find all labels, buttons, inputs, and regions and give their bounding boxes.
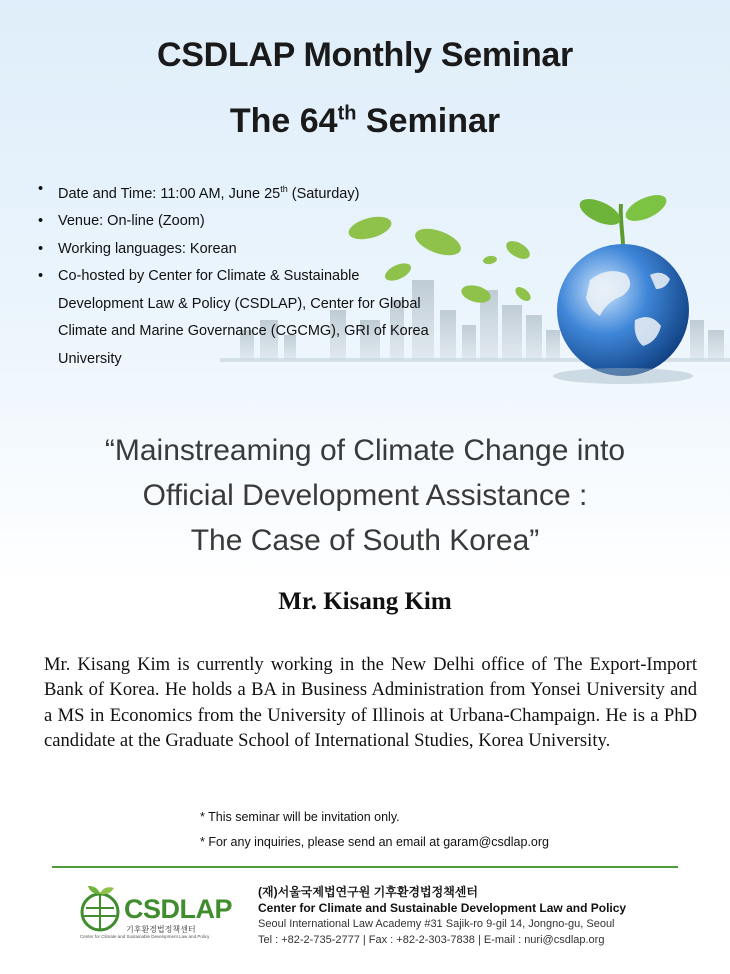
date-time-item: • Date and Time: 11:00 AM, June 25th (Saturday) [38, 176, 438, 208]
logo-wordmark: CSDLAP [124, 894, 233, 924]
footer-english-name: Center for Climate and Sustainable Development Law and Policy [258, 901, 627, 915]
logo-globe-icon [78, 884, 122, 934]
cohost-item: • Co-hosted by Center for Climate & Sustainable Development Law & Policy (CSDLAP), Center for Global Climate and Marine Governance (CGCMG), GRI of Korea University [38, 263, 438, 373]
invitation-note: * This seminar will be invitation only. [200, 810, 400, 824]
footer-contact-line: Tel : +82-2-735-2777 | Fax : +82-2-303-7838 | E-mail : nuri@csdlap.org [258, 934, 605, 946]
footer-address: Seoul International Law Academy #31 Sajik-ro 9-gil 14, Jongno-gu, Seoul [258, 918, 615, 930]
seminar-details-list [38, 176, 438, 373]
seminar-number-title: The 64th Seminar [229, 102, 501, 140]
footer-contact [258, 884, 718, 948]
footer-divider [52, 866, 678, 868]
speaker-name: Mr. Kisang Kim [278, 588, 452, 615]
inquiries-note: * For any inquiries, please send an email at garam@csdlap.org [200, 835, 549, 849]
venue-item: • Venue: On-line (Zoom) [38, 208, 438, 236]
logo-korean: 기후환경법정책센터 [126, 925, 196, 934]
talk-title: “Mainstreaming of Climate Change into Official Development Assistance : The Case of South Korea” [104, 434, 626, 557]
csdlap-logo [78, 884, 238, 940]
languages-item: • Working languages: Korean [38, 236, 438, 264]
logo-subtitle: Center for Climate and Sustainable Development Law and Policy [80, 934, 210, 939]
seminar-series-title: CSDLAP Monthly Seminar [157, 36, 573, 74]
speaker-bio: Mr. Kisang Kim is currently working in the New Delhi office of The Export-Import Bank of Korea. He holds a BA in Business Administration from Yonsei University and a MS in Economics from the University of Illinois at Urbana-Champaign. He is a PhD candidate at the Graduate School of International Studies, Korea University. [44, 654, 697, 752]
footer-korean-name: (재)서울국제법연구원 기후환경법정책센터 [258, 885, 478, 899]
